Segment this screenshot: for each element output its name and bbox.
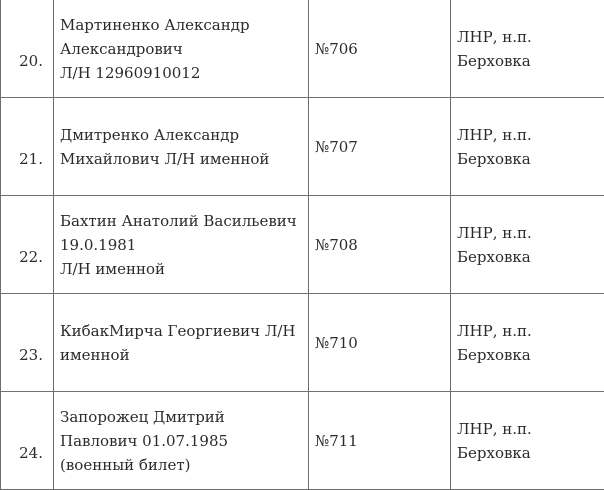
person-name-line: Дмитренко Александр [60,123,302,147]
row-number: 20. [1,0,54,98]
person-name-line: 19.0.1981 [60,233,302,257]
place-cell [451,196,604,294]
person-cell [54,392,309,490]
document-number: №711 [309,392,451,490]
row-number: 22. [1,196,54,294]
place-line: Берховка [457,441,604,465]
person-name-line: Л/Н именной [60,257,302,281]
place-cell [451,294,604,392]
place-line: ЛНР, н.п. [457,221,604,245]
place-line: Берховка [457,343,604,367]
place-line: Берховка [457,245,604,269]
person-name-line: Запорожец Дмитрий [60,405,302,429]
row-number: 21. [1,98,54,196]
table-row [1,98,604,196]
place-line: ЛНР, н.п. [457,25,604,49]
document-number: №708 [309,196,451,294]
place-cell [451,0,604,98]
place-line: Берховка [457,147,604,171]
person-name-line: КибакМирча Георгиевич Л/Н [60,319,302,343]
person-name-line: Павлович 01.07.1985 [60,429,302,453]
place-line: ЛНР, н.п. [457,319,604,343]
place-cell [451,98,604,196]
person-cell [54,98,309,196]
document-number: №706 [309,0,451,98]
document-number: №707 [309,98,451,196]
table-row [1,196,604,294]
person-name-line: Александрович [60,37,302,61]
person-name-line: Михайлович Л/Н именной [60,147,302,171]
table-row [1,0,604,98]
place-cell [451,392,604,490]
person-name-line: Мартиненко Александр [60,13,302,37]
table-row [1,294,604,392]
person-name-line: Бахтин Анатолий Васильевич [60,209,302,233]
person-cell [54,294,309,392]
person-cell [54,196,309,294]
row-number: 24. [1,392,54,490]
person-name-line: именной [60,343,302,367]
person-cell [54,0,309,98]
place-line: Берховка [457,49,604,73]
document-number: №710 [309,294,451,392]
person-name-line: Л/Н 12960910012 [60,61,302,85]
table-row [1,392,604,490]
row-number: 23. [1,294,54,392]
place-line: ЛНР, н.п. [457,123,604,147]
person-name-line: (военный билет) [60,453,302,477]
place-line: ЛНР, н.п. [457,417,604,441]
